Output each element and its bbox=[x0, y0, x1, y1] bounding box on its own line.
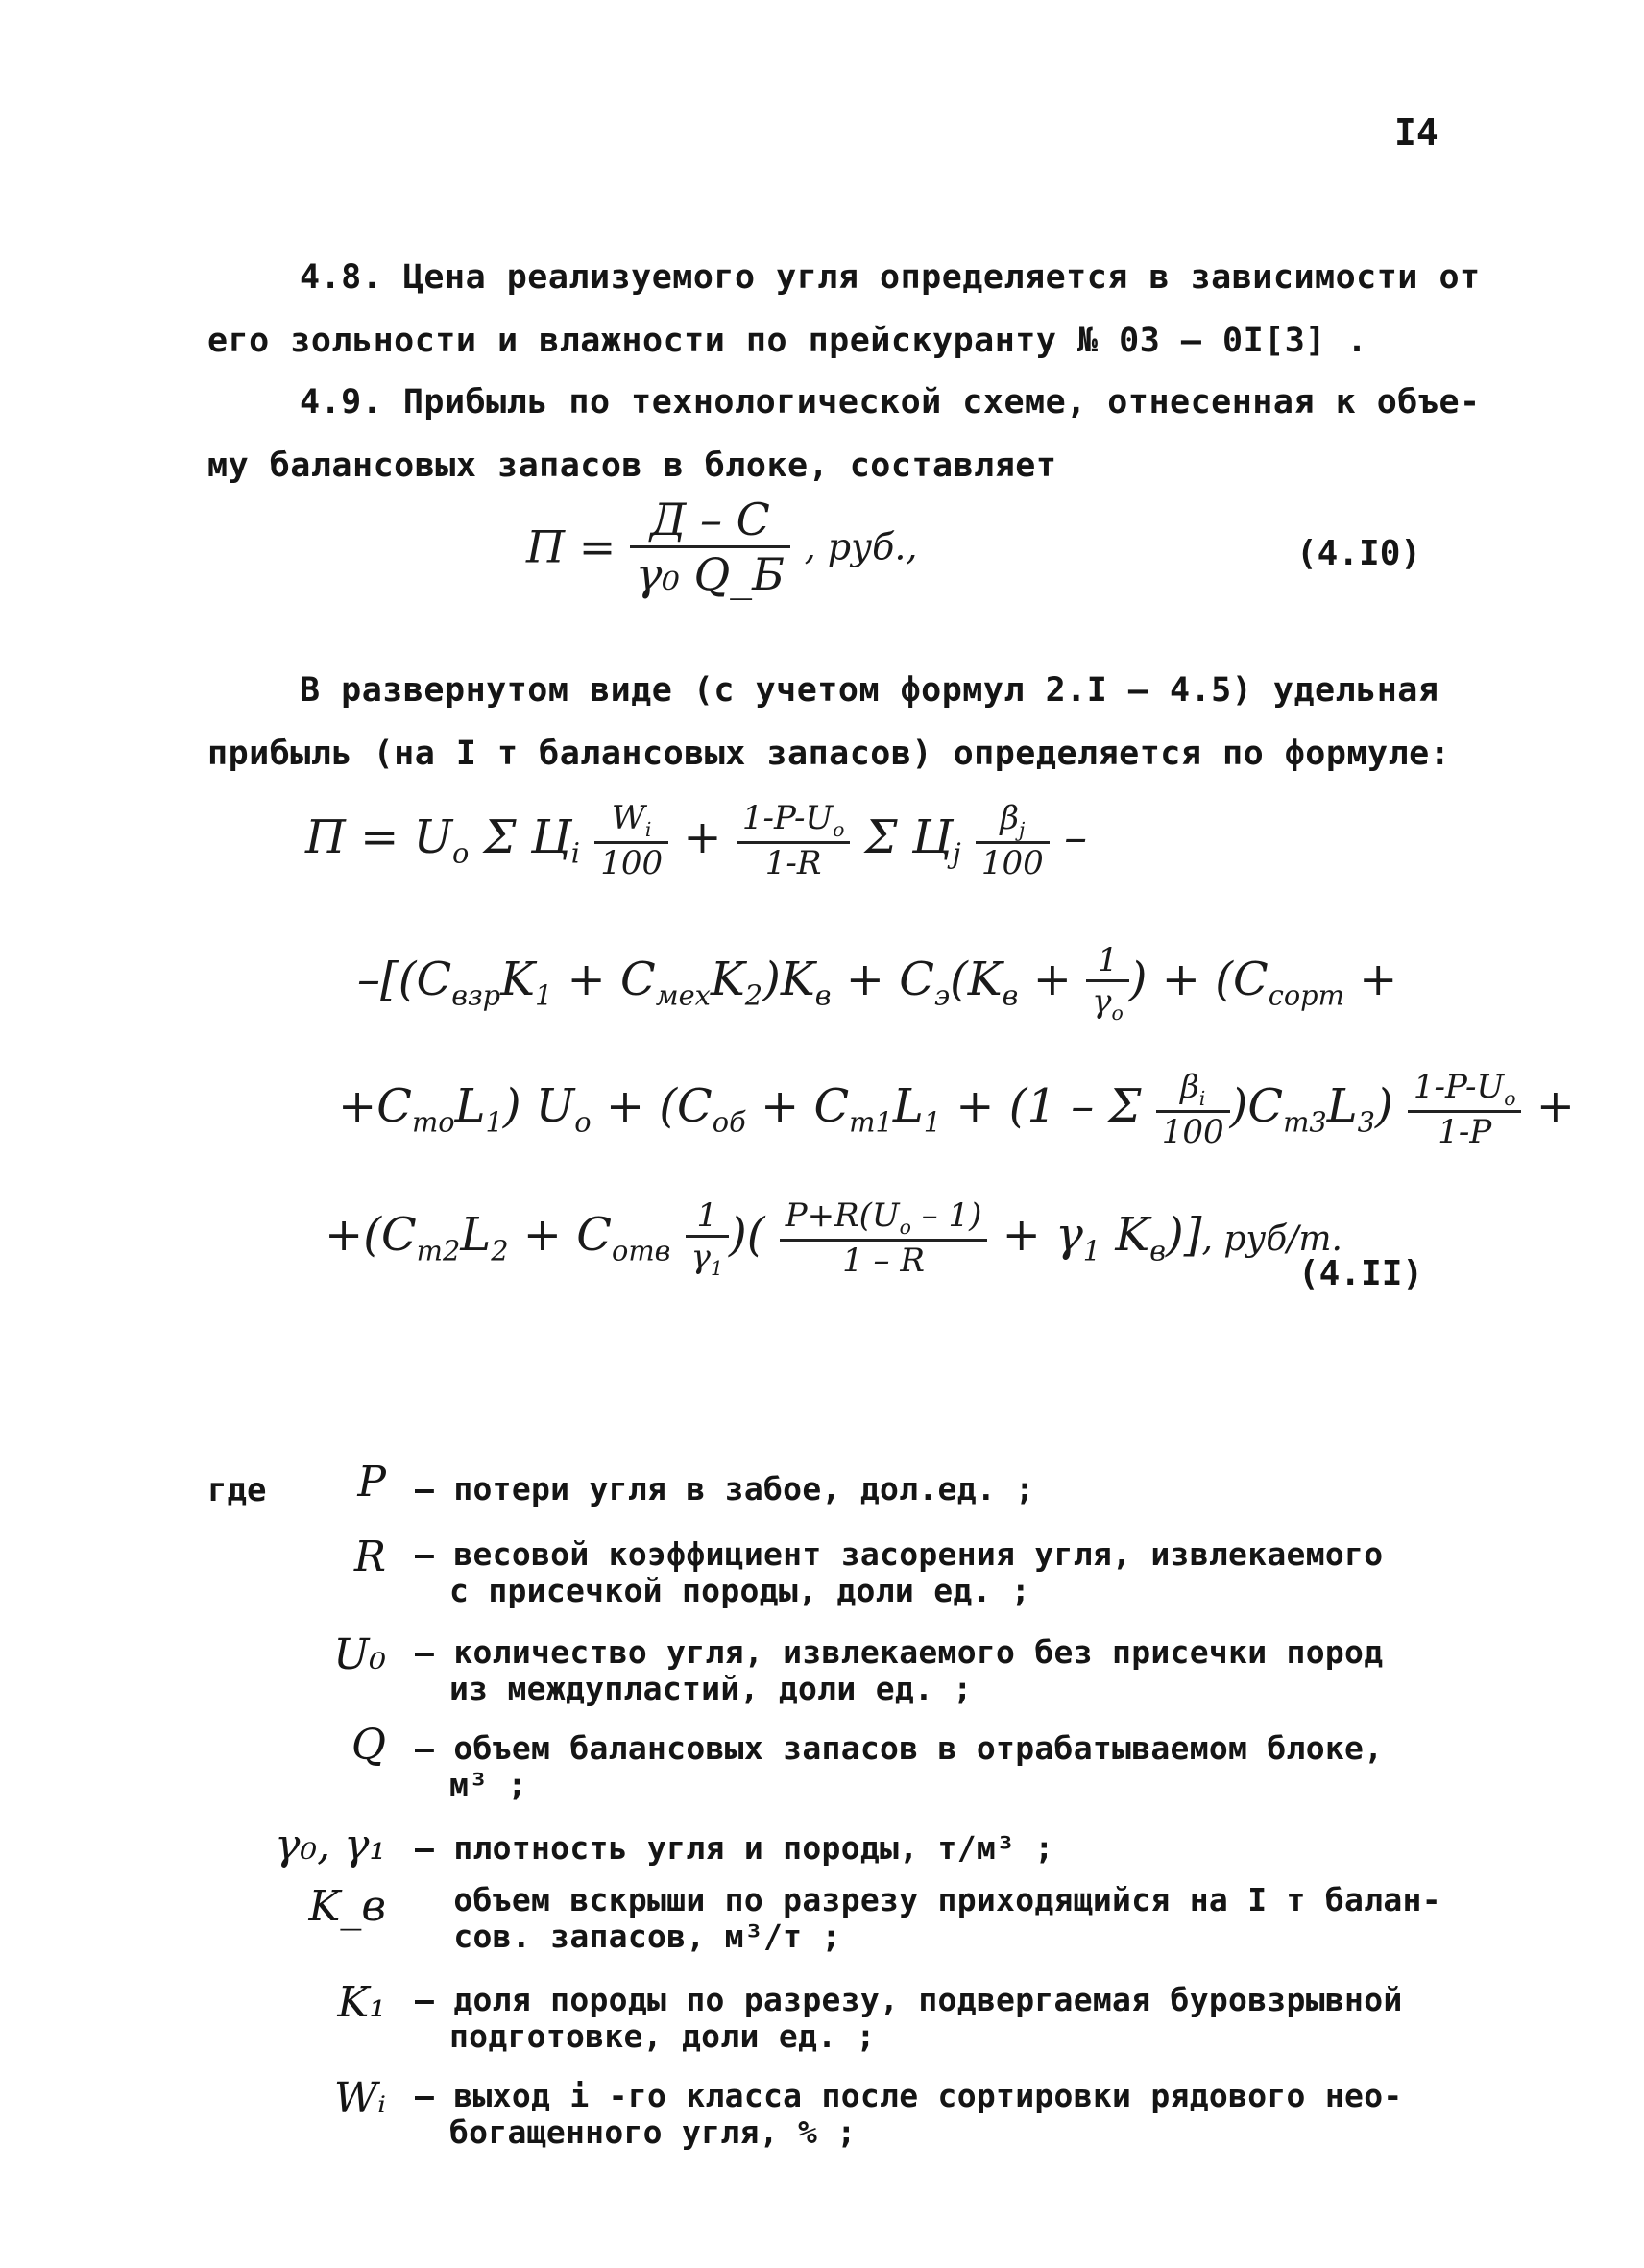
symbol-gamma: γ₀, γ₁ bbox=[275, 1821, 386, 1870]
formula-4-11-unit: , руб/т. bbox=[1201, 1218, 1342, 1259]
definition-Wi: – выход i -го класса после сортировки рядового нео- богащенного угля, % ; bbox=[415, 2077, 1403, 2151]
definition-U0: – количество угля, извлекаемого без присечки пород из междупластий, доли ед. ; bbox=[415, 1633, 1384, 1707]
formula-4-11-row1: $П = U_o$ Σ $Ц_i$ $\frac{W_i}{100}$ + $\frac{1-P-U_o}{1-R}$ Σ $Ц_j$ $\frac{\beta_j}{100}$ – bbox=[305, 799, 1088, 882]
symbol-P: P bbox=[357, 1458, 386, 1507]
paragraph-expanded-line2: прибыль (на I т балансовых запасов) определяется по формуле: bbox=[207, 735, 1451, 773]
formula-4-11-row4: $+(C_{т2}L_2 + C_{отв}$ $\frac{1}{\gamma_1}$ )( $\frac{P+R(U_o - 1)}{1 - R}$ + $\gamma_1$ $K_в$)], руб/т. bbox=[325, 1196, 1342, 1280]
page-number: I4 bbox=[1394, 111, 1438, 154]
definition-K1: – доля породы по разрезу, подвергаемая буровзрывной подготовке, доли ед. ; bbox=[415, 1981, 1403, 2055]
formula-4-10-unit: , руб., bbox=[804, 525, 918, 568]
symbol-U0: U₀ bbox=[333, 1630, 386, 1679]
definition-P: – потери угля в забое, дол.ед. ; bbox=[415, 1470, 1035, 1508]
formula-4-11-row3: $+C_{то}L_1$) $U_o + (C_{об} + C_{т1}L_1 + (1 - \Sigma$ $\frac{\beta_i}{100}$ )$C_{т3}L_3$) $\frac{1-P-U_o}{1-P}$ + bbox=[338, 1068, 1575, 1151]
paragraph-4-9-line1: 4.9. Прибыль по технологической схеме, отнесенная к объе- bbox=[300, 383, 1481, 422]
paragraph-4-8-line2: его зольности и влажности по прейскуранту № 03 – 0I[3] . bbox=[207, 322, 1368, 360]
symbol-R: R bbox=[353, 1532, 386, 1581]
symbol-Q: Q bbox=[351, 1721, 386, 1770]
where-label: где bbox=[207, 1471, 267, 1509]
formula-4-10-fraction bbox=[630, 494, 790, 600]
equation-number-4-11: (4.II) bbox=[1298, 1254, 1424, 1293]
equation-number-4-10: (4.I0) bbox=[1296, 534, 1422, 573]
symbol-K1: K₁ bbox=[337, 1978, 386, 2027]
formula-4-11-row2: $-[(C_{взр}K_1 + C_{мех}K_2)K_в + C_э(K_в$ + $\frac{1}{\gamma_o}$ ) + ($C_{сорт}$ + bbox=[357, 941, 1398, 1025]
paragraph-4-9-line2: му балансовых запасов в блоке, составляет bbox=[207, 446, 1057, 485]
paragraph-4-8-line1: 4.8. Цена реализуемого угля определяется в зависимости от bbox=[300, 258, 1481, 297]
symbol-Kv: K_в bbox=[308, 1882, 386, 1931]
formula-4-10-denominator: γ₀ Q_Б bbox=[635, 548, 785, 600]
symbol-Wi: Wᵢ bbox=[333, 2074, 386, 2123]
definition-gamma: – плотность угля и породы, т/м³ ; bbox=[415, 1829, 1054, 1867]
paragraph-expanded-line1: В развернутом виде (с учетом формул 2.I – 4.5) удельная bbox=[300, 671, 1439, 710]
definition-R: – весовой коэффициент засорения угля, извлекаемого с присечкой породы, доли ед. ; bbox=[415, 1535, 1384, 1609]
definition-Kv: объем вскрыши по разрезу приходящийся на I т балан- сов. запасов, м³/т ; bbox=[415, 1881, 1441, 1955]
formula-4-10-numerator: Д – С bbox=[630, 494, 790, 548]
definition-Q: – объем балансовых запасов в отрабатываемом блоке, м³ ; bbox=[415, 1729, 1384, 1803]
formula-4-10 bbox=[526, 494, 918, 600]
formula-4-10-lhs: П = bbox=[526, 520, 616, 573]
